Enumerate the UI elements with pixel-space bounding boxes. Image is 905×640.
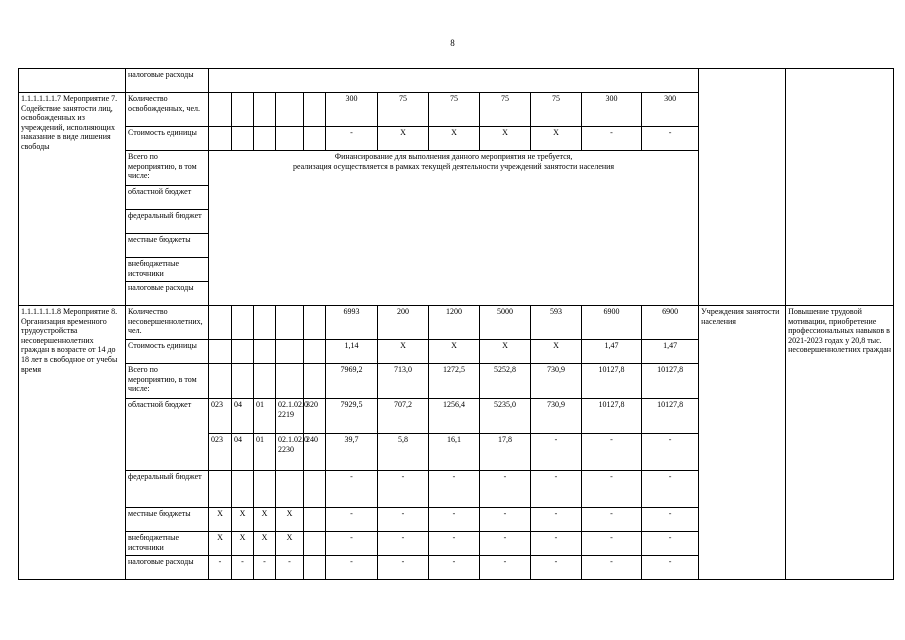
value-cell: 5252,8 bbox=[480, 364, 531, 399]
value-cell: - bbox=[582, 471, 642, 508]
row-label: федеральный бюджет bbox=[126, 210, 209, 234]
row-label: Стоимость единицы bbox=[126, 340, 209, 364]
value-cell: 1,14 bbox=[326, 340, 378, 364]
financing-note-line-2: реализация осуществляется в рамках текущей деятельности учреждений занятости населения bbox=[293, 161, 615, 171]
table-row bbox=[19, 306, 894, 340]
program-table bbox=[18, 68, 894, 580]
financing-note bbox=[209, 151, 699, 306]
code-cell: Х bbox=[232, 532, 254, 556]
code-cell: 04 bbox=[232, 434, 254, 471]
row-label: Всего по мероприятию, в том числе: bbox=[126, 151, 209, 186]
value-cell: 10127,8 bbox=[582, 399, 642, 434]
code-cell: Х bbox=[209, 532, 232, 556]
value-cell: - bbox=[531, 471, 582, 508]
value-cell: - bbox=[582, 532, 642, 556]
value-cell: - bbox=[642, 127, 699, 151]
value-cell: - bbox=[582, 434, 642, 471]
value-cell: - bbox=[378, 508, 429, 532]
row-label: Количество несовершеннолетних, чел. bbox=[126, 306, 209, 340]
value-cell: - bbox=[480, 532, 531, 556]
row-label: Количество освобожденных, чел. bbox=[126, 93, 209, 127]
value-cell: - bbox=[582, 508, 642, 532]
code-cell: Х bbox=[209, 508, 232, 532]
value-cell: 75 bbox=[429, 93, 480, 127]
value-cell: 1272,5 bbox=[429, 364, 480, 399]
value-cell: - bbox=[582, 127, 642, 151]
value-cell: - bbox=[531, 532, 582, 556]
value-cell: - bbox=[531, 556, 582, 580]
row-label: Стоимость единицы bbox=[126, 127, 209, 151]
value-cell: 75 bbox=[531, 93, 582, 127]
value-cell: - bbox=[378, 532, 429, 556]
value-cell: - bbox=[326, 508, 378, 532]
value-cell: 300 bbox=[582, 93, 642, 127]
executor-cell bbox=[699, 69, 786, 306]
value-cell: 730,9 bbox=[531, 399, 582, 434]
page-number: 8 bbox=[450, 38, 455, 48]
code-cell: Х bbox=[232, 508, 254, 532]
value-cell: 593 bbox=[531, 306, 582, 340]
value-cell: 713,0 bbox=[378, 364, 429, 399]
code-cell: - bbox=[209, 556, 232, 580]
code-cell bbox=[19, 69, 126, 93]
value-cell: - bbox=[429, 471, 480, 508]
value-cell: - bbox=[326, 471, 378, 508]
code-cell: 02.1.02.0 2230 bbox=[276, 434, 304, 471]
value-cell: - bbox=[326, 127, 378, 151]
value-cell: - bbox=[429, 556, 480, 580]
value-cell: 730,9 bbox=[531, 364, 582, 399]
row-label: местные бюджеты bbox=[126, 234, 209, 258]
value-cell: - bbox=[480, 556, 531, 580]
value-cell: - bbox=[326, 556, 378, 580]
value-cell: 1256,4 bbox=[429, 399, 480, 434]
value-cell: 1,47 bbox=[582, 340, 642, 364]
value-cell: 10127,8 bbox=[642, 399, 699, 434]
measure-8-title: 1.1.1.1.1.1.8 Мероприятие 8. Организация временного трудоустройства несовершеннолетних граждан в возрасте от 14 до 18 лет в свободное от учебы время bbox=[19, 306, 126, 580]
code-cell: - bbox=[232, 556, 254, 580]
value-cell: 75 bbox=[378, 93, 429, 127]
value-cell: - bbox=[642, 434, 699, 471]
value-cell: 10127,8 bbox=[642, 364, 699, 399]
code-cell: 02.1.02.0 2219 bbox=[276, 399, 304, 434]
row-label: внебюджетные источники bbox=[126, 258, 209, 282]
value-cell: Х bbox=[378, 127, 429, 151]
value-cell: Х bbox=[429, 340, 480, 364]
value-cell: 6993 bbox=[326, 306, 378, 340]
measure-7-title: 1.1.1.1.1.1.7 Мероприятие 7. Содействие занятости лиц, освобожденных из учреждений, исполняющих наказание в виде лишения свободы bbox=[19, 93, 126, 306]
value-cell: 200 bbox=[378, 306, 429, 340]
row-label: внебюджетные источники bbox=[126, 532, 209, 556]
row-label: местные бюджеты bbox=[126, 508, 209, 532]
value-cell: 6900 bbox=[642, 306, 699, 340]
code-cell: Х bbox=[276, 532, 304, 556]
value-cell: 17,8 bbox=[480, 434, 531, 471]
value-cell: 300 bbox=[642, 93, 699, 127]
value-cell: Х bbox=[531, 127, 582, 151]
value-cell: - bbox=[642, 508, 699, 532]
code-cell: Х bbox=[254, 508, 276, 532]
code-cell: Х bbox=[276, 508, 304, 532]
value-cell: 10127,8 bbox=[582, 364, 642, 399]
value-cell: 1200 bbox=[429, 306, 480, 340]
value-cell: 300 bbox=[326, 93, 378, 127]
value-cell: - bbox=[378, 556, 429, 580]
value-cell: - bbox=[642, 556, 699, 580]
value-cell: - bbox=[480, 471, 531, 508]
row-label: налоговые расходы bbox=[126, 556, 209, 580]
value-cell: 6900 bbox=[582, 306, 642, 340]
executor-cell: Учреждения занятости населения bbox=[699, 306, 786, 580]
merged-cell bbox=[209, 69, 699, 93]
code-cell: 240 bbox=[304, 434, 326, 471]
value-cell: 1,47 bbox=[642, 340, 699, 364]
code-cell: 01 bbox=[254, 399, 276, 434]
value-cell: 707,2 bbox=[378, 399, 429, 434]
value-cell: 75 bbox=[480, 93, 531, 127]
value-cell: - bbox=[429, 532, 480, 556]
row-label: областной бюджет bbox=[126, 186, 209, 210]
value-cell: Х bbox=[429, 127, 480, 151]
row-label: налоговые расходы bbox=[126, 282, 209, 306]
result-cell bbox=[786, 69, 894, 306]
value-cell: 5000 bbox=[480, 306, 531, 340]
value-cell: - bbox=[378, 471, 429, 508]
code-cell: 023 bbox=[209, 399, 232, 434]
value-cell: 16,1 bbox=[429, 434, 480, 471]
code-cell: - bbox=[276, 556, 304, 580]
value-cell: Х bbox=[480, 127, 531, 151]
code-cell: - bbox=[254, 556, 276, 580]
value-cell: - bbox=[531, 508, 582, 532]
row-label: налоговые расходы bbox=[126, 69, 209, 93]
value-cell: - bbox=[326, 532, 378, 556]
table-row bbox=[19, 69, 894, 93]
value-cell: Х bbox=[480, 340, 531, 364]
value-cell: 7969,2 bbox=[326, 364, 378, 399]
financing-note-line-1: Финансирование для выполнения данного мероприятия не требуется, bbox=[334, 152, 573, 161]
value-cell: - bbox=[582, 556, 642, 580]
code-cell: 04 bbox=[232, 399, 254, 434]
row-label: федеральный бюджет bbox=[126, 471, 209, 508]
value-cell: - bbox=[642, 471, 699, 508]
value-cell: Х bbox=[378, 340, 429, 364]
value-cell: - bbox=[480, 508, 531, 532]
value-cell: 39,7 bbox=[326, 434, 378, 471]
value-cell: - bbox=[429, 508, 480, 532]
row-label: областной бюджет bbox=[126, 399, 209, 471]
value-cell: Х bbox=[531, 340, 582, 364]
code-cell: 320 bbox=[304, 399, 326, 434]
value-cell: 7929,5 bbox=[326, 399, 378, 434]
result-cell: Повышение трудовой мотивации, приобретение профессиональных навыков в 2021-2023 годах у 20,8 тыс. несовершеннолетних граждан bbox=[786, 306, 894, 580]
code-cell: Х bbox=[254, 532, 276, 556]
value-cell: - bbox=[531, 434, 582, 471]
code-cell: 01 bbox=[254, 434, 276, 471]
value-cell: 5235,0 bbox=[480, 399, 531, 434]
value-cell: - bbox=[642, 532, 699, 556]
row-label: Всего по мероприятию, в том числе: bbox=[126, 364, 209, 399]
code-cell: 023 bbox=[209, 434, 232, 471]
value-cell: 5,8 bbox=[378, 434, 429, 471]
